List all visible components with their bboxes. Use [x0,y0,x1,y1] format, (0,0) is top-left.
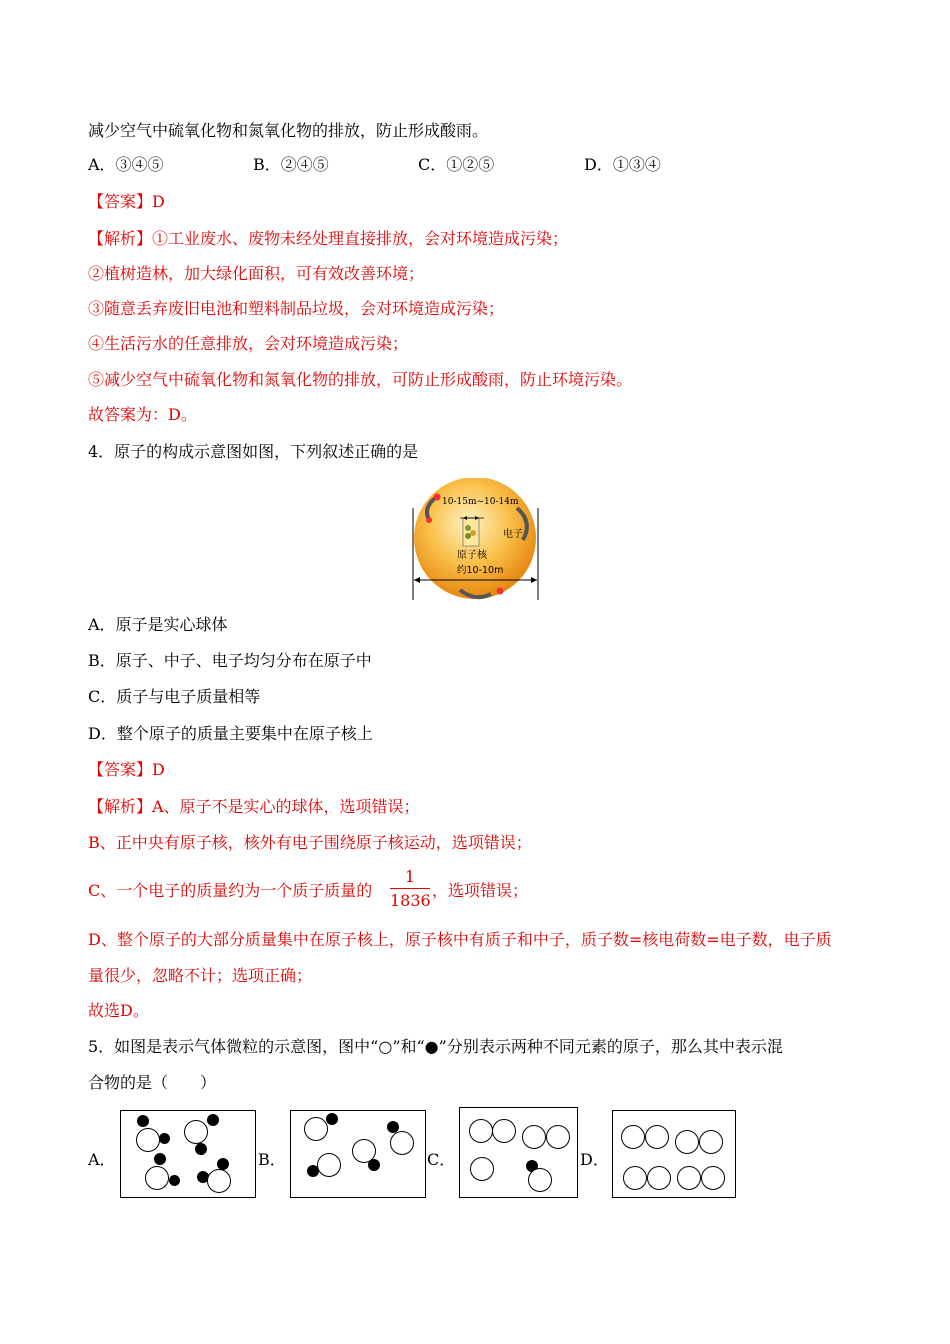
white-atom [492,1119,516,1143]
q5-label-b: B． [258,1150,286,1169]
q3-analysis-2: ②植树造林，加大绿化面积，可有效改善环境； [88,264,425,283]
q3-option-d: D．①③④ [584,155,661,174]
white-atom [184,1120,208,1144]
electron-dot [434,494,441,501]
white-atom [647,1166,671,1190]
electron-dot [426,517,432,523]
white-atom [701,1166,725,1190]
q5-stem-1: 5．如图是表示气体微粒的示意图，图中“○”和“●”分别表示两种不同元素的原子，那么其中表示混 [88,1037,783,1056]
q4-option-c: C．质子与电子质量相等 [88,687,261,706]
q4-analysis-3a: C、一个电子的质量约为一个质子质量的 [88,881,373,900]
q3-option-b: B．②④⑤ [253,155,329,174]
electron-dot [497,588,504,595]
white-atom [528,1168,552,1192]
nucleus-label: 原子核 [457,550,487,561]
q5-box-c [459,1107,578,1198]
white-atom [645,1125,669,1149]
q5-box-b [290,1110,426,1198]
q3-analysis-5: ⑤减少空气中硫氧化物和氮氧化物的排放，可防止形成酸雨，防止环境污染。 [88,370,633,389]
white-atom [675,1130,699,1154]
atom-size-label: 约10-10m [457,565,504,576]
white-atom [522,1125,546,1149]
q5-stem-2: 合物的是（ ） [88,1073,217,1092]
electron-label: 电子 [503,529,523,540]
white-atom [304,1117,328,1141]
q4-answer: 【答案】D [88,760,165,779]
white-atom [470,1157,494,1181]
q3-answer: 【答案】D [88,192,165,211]
q3-analysis-4: ④生活污水的任意排放，会对环境造成污染； [88,334,409,353]
white-atom [699,1130,723,1154]
white-atom [469,1119,493,1143]
atom-structure-figure [405,478,550,604]
nucleus-size-label: 10-15m~10-14m [442,497,519,507]
q4-stem: 4．原子的构成示意图如图，下列叙述正确的是 [88,442,419,461]
q5-label-d: D． [580,1150,609,1169]
q3-option-c: C．①②⑤ [418,155,495,174]
black-atom [195,1143,207,1155]
black-atom [307,1165,319,1177]
fraction-denominator: 1836 [390,891,431,910]
black-atom [326,1113,338,1125]
q4-analysis-4: D、整个原子的大部分质量集中在原子核上，原子核中有质子和中子，质子数=核电荷数=电子数，电子质 [88,930,832,949]
q3-text-tail: 减少空气中硫氧化物和氮氧化物的排放，防止形成酸雨。 [88,121,489,140]
white-atom [677,1166,701,1190]
black-atom [207,1114,219,1126]
q5-box-d [612,1110,736,1198]
q4-analysis-1: 【解析】A、原子不是实心的球体，选项错误； [88,797,420,816]
q3-option-a: A．③④⑤ [88,155,164,174]
q5-label-c: C． [427,1150,456,1169]
q3-analysis-6: 故答案为：D。 [88,405,197,424]
q4-analysis-5: 量很少，忽略不计；选项正确； [88,966,313,985]
q4-analysis-6: 故选D。 [88,1001,149,1020]
q4-option-d: D．整个原子的质量主要集中在原子核上 [88,724,373,743]
black-atom [169,1175,180,1186]
q5-box-a [120,1110,256,1198]
black-atom [137,1115,149,1127]
q4-analysis-3b: ，选项错误； [432,881,529,900]
q5-label-a: A． [88,1150,116,1169]
q4-option-b: B．原子、中子、电子均匀分布在原子中 [88,651,372,670]
white-atom [136,1128,160,1152]
white-atom [145,1166,169,1190]
white-atom [546,1125,570,1149]
q4-analysis-2: B、正中央有原子核，核外有电子围绕原子核运动，选项错误； [88,833,532,852]
black-atom [159,1133,170,1144]
white-atom [317,1153,341,1177]
white-atom [390,1131,414,1155]
q4-option-a: A．原子是实心球体 [88,615,228,634]
black-atom [154,1153,166,1165]
white-atom [621,1125,645,1149]
q3-analysis-3: ③随意丢弃废旧电池和塑料制品垃圾，会对环境造成污染； [88,299,505,318]
q3-analysis-1: 【解析】①工业废水、废物未经处理直接排放，会对环境造成污染； [88,229,569,248]
fraction-numerator: 1 [404,867,416,886]
black-atom [368,1159,380,1171]
white-atom [623,1166,647,1190]
white-atom [207,1169,231,1193]
fraction-1-1836 [390,867,430,910]
